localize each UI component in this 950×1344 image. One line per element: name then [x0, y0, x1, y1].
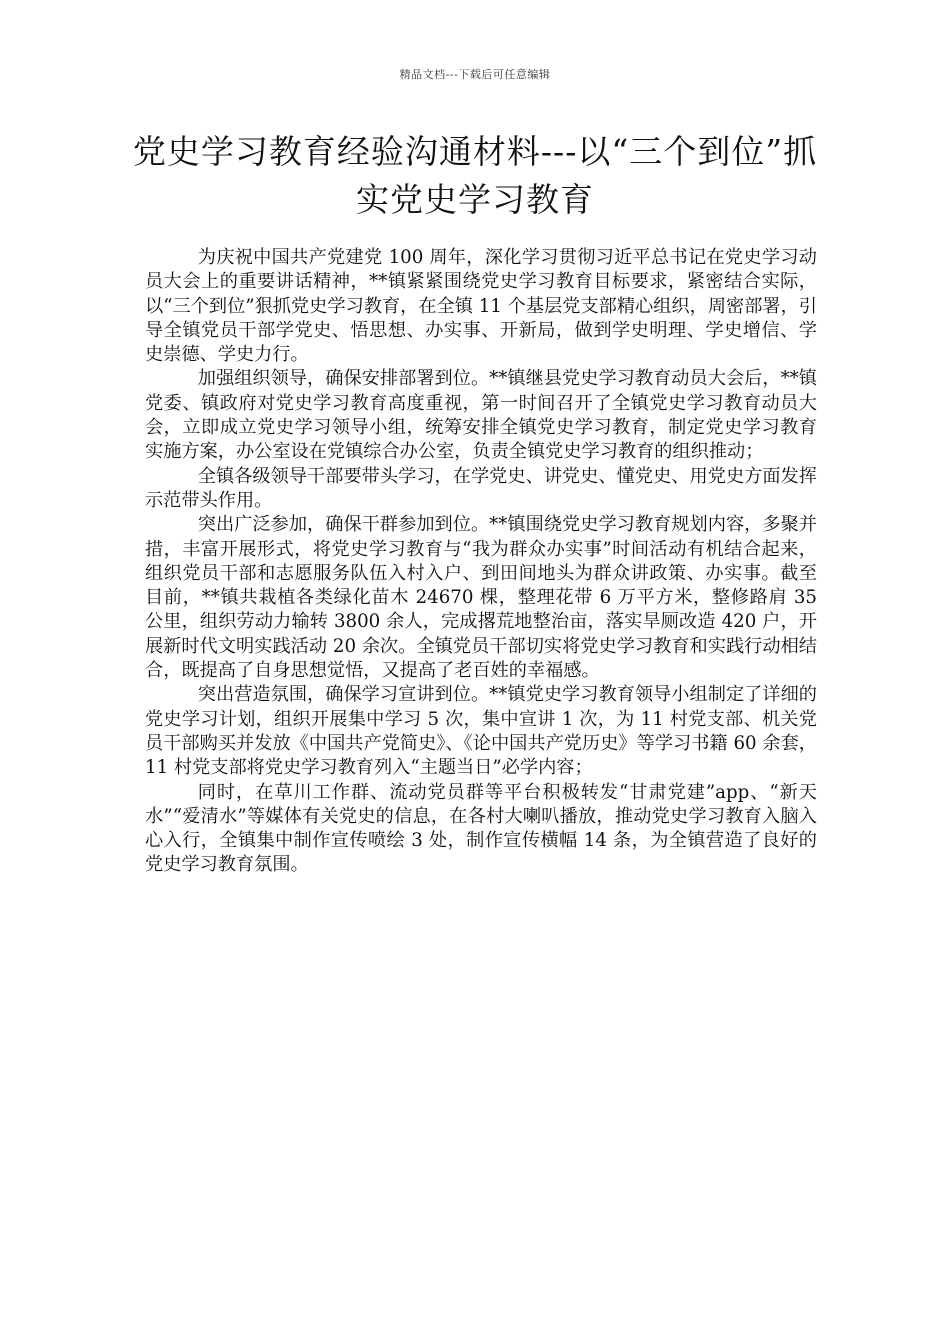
paragraph: 突出广泛参加，确保干群参加到位。**镇围绕党史学习教育规划内容，多聚并措，丰富开展形式，将党史学习教育与“我为群众办实事”时间活动有机结合起来，组织党员干部和志愿服务队伍入村入户、到田间地头为群众讲政策、办实事。截至目前，**镇共栽植各类绿化苗木 24670 棵，整理花带 6 万平方米，整修路肩 35 公里，组织劳动力输转 3800 余人，完成撂荒地整治亩，落实旱厕改造 420 户，开展新时代文明实践活动 20 余次。全镇党员干部切实将党史学习教育和实践行动相结合，既提高了自身思想觉悟，又提高了老百姓的幸福感。 [145, 514, 817, 682]
paragraph: 同时，在草川工作群、流动党员群等平台积极转发“甘肃党建”app、“新天水”“爱清水”等媒体有关党史的信息，在各村大喇叭播放，推动党史学习教育入脑入心入行，全镇集中制作宣传喷绘 3 处，制作宣传横幅 14 条，为全镇营造了良好的党史学习教育氛围。 [145, 781, 817, 876]
paragraph: 加强组织领导，确保安排部署到位。**镇继县党史学习教育动员大会后，**镇党委、镇政府对党史学习教育高度重视，第一时间召开了全镇党史学习教育动员大会，立即成立党史学习领导小组，统筹安排全镇党史学习教育，制定党史学习教育实施方案，办公室设在党镇综合办公室，负责全镇党史学习教育的组织推动； [145, 368, 817, 463]
paragraph: 全镇各级领导干部要带头学习，在学党史、讲党史、懂党史、用党史方面发挥示范带头作用。 [145, 465, 817, 511]
paragraph: 突出营造氛围，确保学习宣讲到位。**镇党史学习教育领导小组制定了详细的党史学习计划，组织开展集中学习 5 次，集中宣讲 1 次，为 11 村党支部、机关党员干部购买并发放《中国共产党简史》、《论中国共产党历史》等学习书籍 60 余套，11 村党支部将党史学习教育列入“主题当日”必学内容； [145, 684, 817, 779]
document-title: 党史学习教育经验沟通材料---以“三个到位”抓实党史学习教育 [132, 132, 818, 219]
document-body [145, 246, 817, 878]
header-note: 精品文档---下载后可任意编辑 [399, 68, 551, 81]
paragraph: 为庆祝中国共产党建党 100 周年，深化学习贯彻习近平总书记在党史学习动员大会上的重要讲话精神，**镇紧紧围绕党史学习教育目标要求，紧密结合实际，以“三个到位”狠抓党史学习教育，在全镇 11 个基层党支部精心组织，周密部署，引导全镇党员干部学党史、悟思想、办实事、开新局，做到学史明理、学史增信、学史崇德、学史力行。 [145, 247, 817, 366]
